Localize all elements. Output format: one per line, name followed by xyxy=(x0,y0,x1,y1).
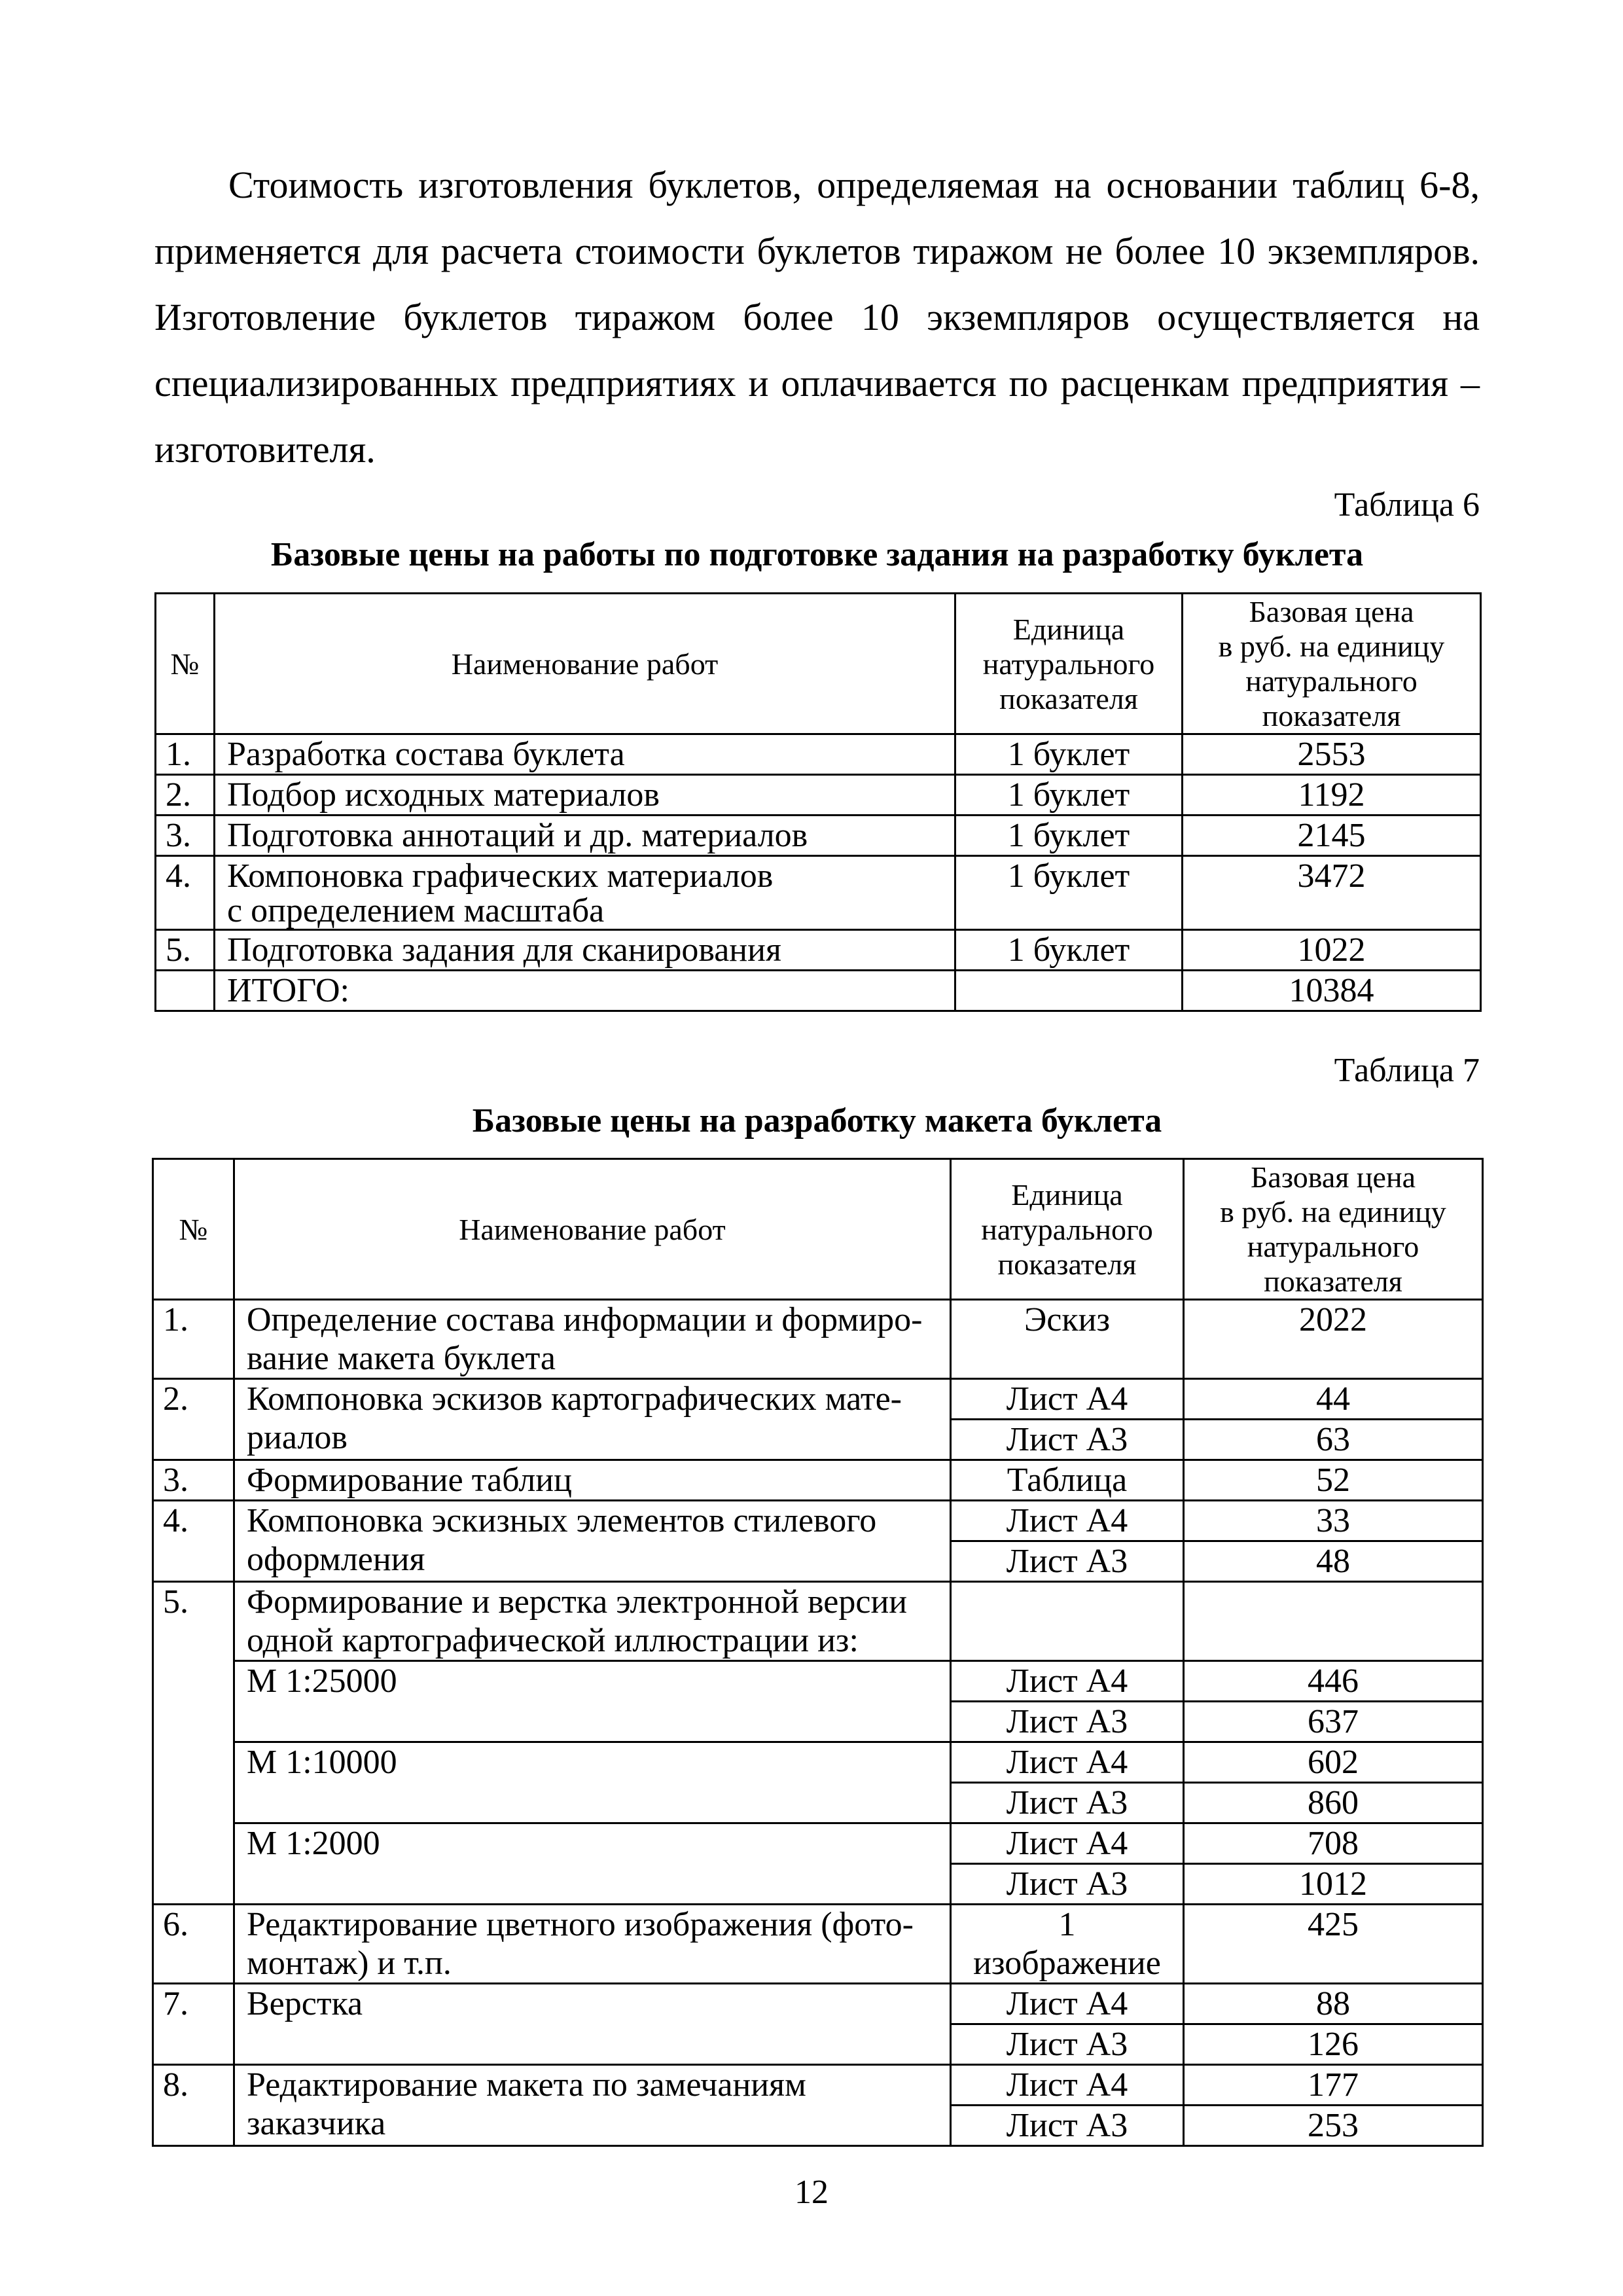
header-num: № xyxy=(156,594,215,734)
row-price: 177 xyxy=(1184,2065,1483,2106)
table-row xyxy=(156,816,1481,856)
header-unit: Единица натурального показателя xyxy=(955,594,1183,734)
row-price: 2022 xyxy=(1184,1300,1483,1379)
row-num: 4. xyxy=(156,856,215,930)
header-name: Наименование работ xyxy=(234,1159,951,1300)
row-name: Компоновка эскизов картографических мате- риалов xyxy=(234,1379,951,1460)
row-price: 126 xyxy=(1184,2024,1483,2065)
row-price: 2145 xyxy=(1183,816,1481,856)
header-price: Базовая цена в руб. на единицу натурального показателя xyxy=(1184,1159,1483,1300)
row-name: Компоновка графических материалов с определением масштаба xyxy=(215,856,955,930)
row-name: Подготовка аннотаций и др. материалов xyxy=(215,816,955,856)
table-header xyxy=(153,1159,1483,1300)
row-unit: 1 изображение xyxy=(951,1905,1184,1984)
row-price: 48 xyxy=(1184,1541,1483,1582)
row-unit: 1 буклет xyxy=(955,734,1183,775)
total-unit xyxy=(955,971,1183,1011)
row-price: 3472 xyxy=(1183,856,1481,930)
row-price: 88 xyxy=(1184,1984,1483,2024)
intro-paragraph: Стоимость изготовления буклетов, определяемая на основании таблиц 6-8, применяется для расчета стоимости буклетов тиражом не более 10 экземпляров. Изготовление буклетов тиражом более 10 экземпляров осуществляется на специализированных предприятиях и оплачивается по расценкам предприятия – изготовителя. xyxy=(154,164,1480,471)
row-price: 425 xyxy=(1184,1905,1483,1984)
row-unit: Лист А3 xyxy=(951,1541,1184,1582)
table7-caption: Таблица 7 xyxy=(1334,1052,1480,1089)
table7 xyxy=(152,1158,1484,2147)
table-header xyxy=(156,594,1481,734)
header-name: Наименование работ xyxy=(215,594,955,734)
row-price: 602 xyxy=(1184,1742,1483,1783)
row-unit: Лист А3 xyxy=(951,2106,1184,2146)
table-row xyxy=(153,1460,1483,1501)
table6-caption: Таблица 6 xyxy=(1334,486,1480,524)
row-unit: Таблица xyxy=(951,1460,1184,1501)
row-num: 6. xyxy=(153,1905,234,1984)
row-price: 63 xyxy=(1184,1420,1483,1460)
page-number: 12 xyxy=(794,2174,829,2211)
row-name: Подбор исходных материалов xyxy=(215,775,955,816)
header-num: № xyxy=(153,1159,234,1300)
row-num: 4. xyxy=(153,1501,234,1582)
row-name: Формирование и верстка электронной версии одной картографической иллюстрации из: xyxy=(234,1582,951,1661)
row-num: 8. xyxy=(153,2065,234,2146)
row-price: 44 xyxy=(1184,1379,1483,1420)
total-price: 10384 xyxy=(1183,971,1481,1011)
row-price: 860 xyxy=(1184,1783,1483,1823)
row-unit: Лист А4 xyxy=(951,1984,1184,2024)
row-unit: 1 буклет xyxy=(955,930,1183,971)
row-price: 1192 xyxy=(1183,775,1481,816)
row-unit: Лист А4 xyxy=(951,1742,1184,1783)
row-price: 637 xyxy=(1184,1702,1483,1742)
row-unit: Лист А4 xyxy=(951,1661,1184,1702)
table6 xyxy=(154,592,1482,1012)
table-row xyxy=(156,930,1481,971)
table-row xyxy=(153,2065,1483,2106)
table6-title: Базовые цены на работы по подготовке задания на разработку буклета xyxy=(270,536,1364,573)
table-row xyxy=(153,1501,1483,1541)
row-num: 3. xyxy=(153,1460,234,1501)
row-unit: Лист А3 xyxy=(951,1420,1184,1460)
row-num: 1. xyxy=(156,734,215,775)
row-unit: Эскиз xyxy=(951,1300,1184,1379)
scale-row xyxy=(153,1742,1483,1783)
total-num xyxy=(156,971,215,1011)
row-name: Редактирование макета по замечаниям заказчика xyxy=(234,2065,951,2146)
row-unit: Лист А4 xyxy=(951,1379,1184,1420)
row-unit: Лист А3 xyxy=(951,2024,1184,2065)
row-unit: Лист А4 xyxy=(951,1501,1184,1541)
row-price: 708 xyxy=(1184,1823,1483,1864)
row-price: 446 xyxy=(1184,1661,1483,1702)
total-row xyxy=(156,971,1481,1011)
row-name: Верстка xyxy=(234,1984,951,2065)
row-num: 2. xyxy=(156,775,215,816)
total-label: ИТОГО: xyxy=(215,971,955,1011)
row-num: 1. xyxy=(153,1300,234,1379)
row-name: Подготовка задания для сканирования xyxy=(215,930,955,971)
row-name: Компоновка эскизных элементов стилевого оформления xyxy=(234,1501,951,1582)
table-row xyxy=(153,1984,1483,2024)
row-unit: 1 буклет xyxy=(955,856,1183,930)
row-unit: Лист А4 xyxy=(951,1823,1184,1864)
row-unit: Лист А3 xyxy=(951,1783,1184,1823)
row-unit: 1 буклет xyxy=(955,775,1183,816)
row-price xyxy=(1184,1582,1483,1661)
table-row xyxy=(156,734,1481,775)
row-num: 3. xyxy=(156,816,215,856)
scale-label: М 1:2000 xyxy=(234,1823,951,1905)
row-price: 253 xyxy=(1184,2106,1483,2146)
row-name: Определение состава информации и формиро- вание макета буклета xyxy=(234,1300,951,1379)
table-row xyxy=(153,1379,1483,1420)
table7-title: Базовые цены на разработку макета буклета xyxy=(472,1102,1162,1139)
row-name: Разработка состава буклета xyxy=(215,734,955,775)
header-price: Базовая цена в руб. на единицу натурального показателя xyxy=(1183,594,1481,734)
row-unit: Лист А3 xyxy=(951,1702,1184,1742)
row-price: 1012 xyxy=(1184,1864,1483,1905)
row-unit: 1 буклет xyxy=(955,816,1183,856)
row-num: 7. xyxy=(153,1984,234,2065)
scale-row xyxy=(153,1661,1483,1702)
row-unit: Лист А3 xyxy=(951,1864,1184,1905)
scale-row xyxy=(153,1823,1483,1864)
table-row xyxy=(156,775,1481,816)
row-name: Редактирование цветного изображения (фото- монтаж) и т.п. xyxy=(234,1905,951,1984)
row-price: 1022 xyxy=(1183,930,1481,971)
scale-label: М 1:25000 xyxy=(234,1661,951,1742)
row-num: 5. xyxy=(156,930,215,971)
scale-label: М 1:10000 xyxy=(234,1742,951,1823)
row-unit: Лист А4 xyxy=(951,2065,1184,2106)
row-unit xyxy=(951,1582,1184,1661)
row-price: 52 xyxy=(1184,1460,1483,1501)
table-row xyxy=(156,856,1481,930)
header-unit: Единица натурального показателя xyxy=(951,1159,1184,1300)
row-num: 2. xyxy=(153,1379,234,1460)
row-name: Формирование таблиц xyxy=(234,1460,951,1501)
row-num: 5. xyxy=(153,1582,234,1905)
row-price: 33 xyxy=(1184,1501,1483,1541)
row-price: 2553 xyxy=(1183,734,1481,775)
